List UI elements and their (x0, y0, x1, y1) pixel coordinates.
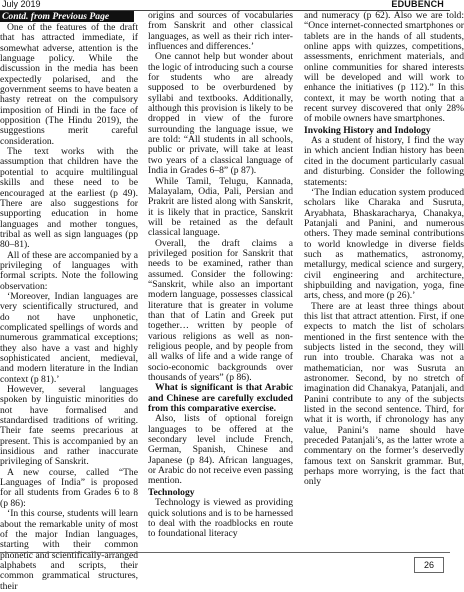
quote-paragraph: ‘In this course, students will learn about the remarkable unity of most of the major Indian languages, starting with their common phonetic and scientifically-arranged alphabets and scripts, their common grammatical structures, their (0, 508, 138, 592)
column-left (0, 11, 138, 592)
paragraph: Also, lists of optional foreign languages to be offered at the secondary level include French, German, Spanish, Chinese and Japanese (p 84). African languages, or Arabic do not receive even passing mention. (148, 413, 293, 487)
paragraph: There are at least three things about this list that attract attention. First, if one expects to match the list of scholars mentioned in the first sentence with the subjects listed in the second, they will run into trouble. Charaka was not a mathematician, nor was Susruta an astronomer. Second, by no stretch of imagination did Chanakya, Patanjali, and Panini contribute to any of the subjects listed in the second sentence. Third, for what it is worth, if chronology has any value, Panini’s name should have preceded Patanjali’s, as the latter wrote a commentary on the former’s deservedly famous text on Sanskrit grammar. But, perhaps more worrying, is the fact that only (304, 300, 464, 488)
paragraph: The text works with the assumption that children have the potential to acquire multilingual skills and these need to be encouraged at the earliest (p 49). There are also suggestions for supporting education in home languages and mother tongues, tribal as well as sign languages (pp 80–81). (0, 146, 138, 251)
publication-name: EDUBENCH (391, 0, 444, 9)
issue-date: July 2019 (2, 0, 41, 9)
paragraph: A new course, called “The Languages of India” is proposed for all students from Grades 6 to 8 (p 86): (0, 466, 138, 509)
quote-paragraph: ‘Moreover, Indian languages are very scientifically structured, and do not have unphonetic, complicated spellings of words and numerous grammatical exceptions; they also have a vast and highly sophisticated ancient, medieval, and modern literature in the Indian context (p 81).’ (0, 290, 138, 385)
paragraph: While Tamil, Telugu, Kannada, Malayalam, Odia, Pali, Persian and Prakrit are listed along with Sanskrit, it is likely that in practice, Sanskrit will be retained as the default classical language. (148, 175, 293, 239)
paragraph: However, several languages spoken by linguistic minorities do not have formalised and standardised traditions of writing. Their fate seems precarious at present. This is accompanied by an insidious and rather inaccurate privileging of Sanskrit. (0, 384, 138, 468)
section-heading: Technology (148, 486, 195, 498)
section-heading: Invoking History and Indology (304, 124, 431, 136)
emphasis-paragraph: What is significant is that Arabic and Chinese are carefully excluded from this comparative exercise. (148, 382, 293, 415)
page-number: 26 (414, 557, 444, 573)
paragraph: One of the features of the draft that has attracted immediate, if somewhat adverse, attention is the language policy. While the discussion in the media has been expectedly polarised, and the government seems to have beaten a hasty retreat on the compulsory imposition of Hindi in the face of opposition (The Hindu 2019), the suggestions merit careful consideration. (0, 22, 138, 147)
paragraph: Overall, the draft claims a privileged position for Sanskrit that needs to be examined, rather than assumed. Consider the following: “Sanskrit, while also an important modern language, possesses classical literature that is greater in volume than that of Latin and Greek put together… written by people of various religions as well as non-religious people, and by people from all walks of life and a wide range of socio-economic backgrounds over thousands of years” (p 86). (148, 237, 293, 384)
column-middle (148, 11, 293, 551)
continued-banner: Contd. from Previous Page (0, 11, 134, 22)
column-right (304, 11, 464, 551)
paragraph: One cannot help but wonder about the logic of introducing such a course for students who are already supposed to be overburdened by syllabi and textbooks. Additionally, although this provision is likely to be dropped in view of the furore surrounding the language issue, we are told: “All students in all schools, public or private, will take at least two years of a classical language of India in Grades 6–8” (p 87). (148, 51, 293, 177)
paragraph: All of these are accompanied by a privileging of languages with formal scripts. Note the following observation: (0, 249, 138, 292)
paragraph: As a student of history, I find the way in which ancient Indian history has been cited in the document particularly casual and disturbing. Consider the following statements: (304, 135, 464, 188)
quote-paragraph: ‘The Indian education system produced scholars like Charaka and Susruta, Aryabhata, Bhaskaracharya, Chanakya, Patanjali and Panini, and numerous others. They made seminal contributions to world knowledge in diverse fields such as mathematics, astronomy, metallurgy, medical science and surgery, civil engineering and architecture, shipbuilding and navigation, yoga, fine arts, chess, and more (p 26).’ (304, 186, 464, 302)
page-footer (0, 552, 450, 576)
paragraph: origins and sources of vocabularies from Sanskrit and other classical languages, as well as their rich inter-influences and differences.’ (148, 10, 293, 53)
paragraph: Technology is viewed as providing quick solutions and is to be harnessed to deal with the roadblocks en route to foundational literacy (148, 497, 293, 540)
paragraph: and numeracy (p 62). Also we are told: “Once internet-connected smartphones or tablets are in the hands of all students, online apps with quizzes, competitions, assessments, enrichment materials, and online communities for shared interests will be developed and will work to enhance the initiatives (p 112).” In this context, it may be worth noting that a recent survey discovered that only 28% of mobile owners have smartphones. (304, 10, 464, 125)
